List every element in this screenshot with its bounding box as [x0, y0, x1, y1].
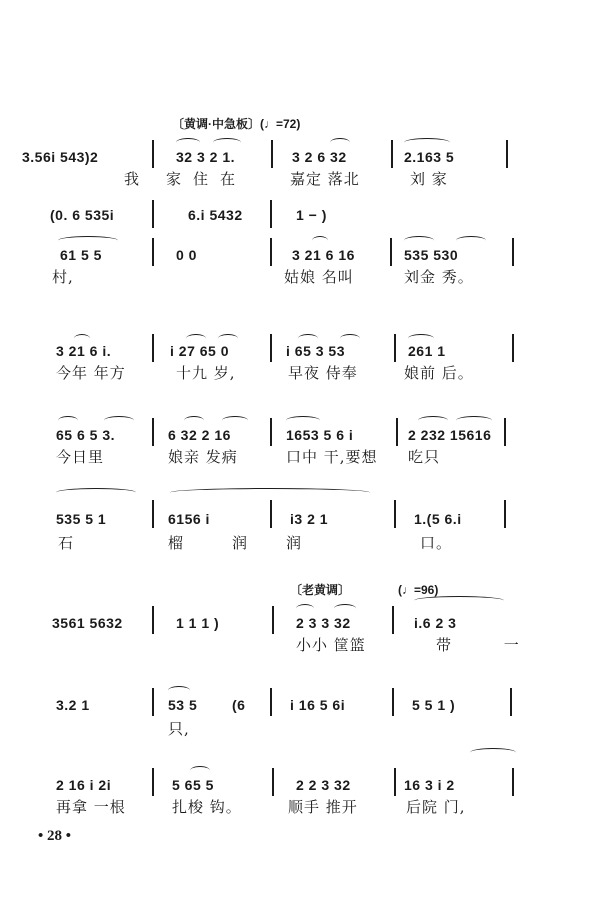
barline [152, 688, 154, 716]
lyric: 姑娘 名叫 [284, 268, 354, 286]
barline [270, 238, 272, 266]
note-group: 3 21 6 i. [56, 343, 112, 359]
note-group: 535 5 1 [56, 511, 107, 527]
note-group: 1 − ) [296, 207, 327, 223]
note-group: i 27 65 0 [170, 343, 229, 359]
slur [222, 416, 248, 425]
tempo-marking-2-label: 〔老黄调〕 [290, 583, 351, 597]
note-group: i 16 5 6i [290, 697, 346, 713]
lyric: 润 [232, 534, 249, 552]
barline [390, 238, 392, 266]
note-group: 32 3 2 1. [176, 149, 235, 165]
barline [152, 334, 154, 362]
lyric: 刘 家 [410, 170, 448, 188]
lyric: 十九 岁, [176, 364, 236, 382]
slur [176, 138, 200, 147]
tempo-marking-2: (♩=96) [398, 583, 439, 597]
slur [58, 236, 118, 245]
lyric: 石 [58, 534, 75, 552]
slur [418, 416, 448, 425]
note-group: 3 21 6 16 [292, 247, 355, 263]
slur [168, 686, 190, 695]
barline [152, 200, 154, 228]
note-group: 1 1 1 ) [176, 615, 220, 631]
note-group: 61 5 5 [60, 247, 102, 263]
slur [312, 236, 328, 245]
slur [404, 236, 434, 245]
lyric: 村, [52, 268, 74, 286]
lyric: 只, [168, 720, 190, 738]
lyric: 今日里 [56, 448, 105, 466]
lyric: 顺手 推开 [288, 798, 358, 816]
slur [286, 416, 320, 425]
lyric: 吃只 [408, 448, 441, 466]
lyric: 娘亲 发病 [168, 448, 238, 466]
lyric: 口。 [420, 534, 453, 552]
barline [272, 768, 274, 796]
note-group: i.6 2 3 [414, 615, 457, 631]
note-group: 3561 5632 [52, 615, 123, 631]
slur [408, 334, 434, 343]
note-group: 3 2 6 32 [292, 149, 347, 165]
note-group: 261 1 [408, 343, 446, 359]
note-group: (6 [232, 697, 246, 713]
lyric: 再拿 一根 [56, 798, 126, 816]
lyric: 嘉定 落北 [290, 170, 360, 188]
slur [184, 416, 204, 425]
slur [404, 138, 450, 147]
note-group: 535 530 [404, 247, 459, 263]
note-group: 1.(5 6.i [414, 511, 462, 527]
note-group: 6.i 5432 [188, 207, 243, 223]
note-group: 2 3 3 32 [296, 615, 351, 631]
slur [340, 334, 360, 343]
slur [213, 138, 241, 147]
barline [512, 768, 514, 796]
barline [152, 238, 154, 266]
page-number: • 28 • [38, 828, 72, 844]
lyric: 后院 门, [406, 798, 466, 816]
barline [270, 200, 272, 228]
slur [56, 488, 136, 497]
note-group: 1653 5 6 i [286, 427, 354, 443]
lyric: 带 一 [436, 636, 543, 654]
barline [152, 140, 154, 168]
barline [271, 140, 273, 168]
note-group: i3 2 1 [290, 511, 329, 527]
lyric: 榴 [168, 534, 185, 552]
slur [104, 416, 134, 425]
barline [504, 500, 506, 528]
note-group: 2 16 i 2i [56, 777, 112, 793]
note-group: 2.163 5 [404, 149, 455, 165]
slur [218, 334, 238, 343]
barline [270, 418, 272, 446]
barline [152, 606, 154, 634]
slur [470, 748, 516, 757]
note-group: i 65 3 53 [286, 343, 345, 359]
barline [272, 606, 274, 634]
slur [58, 416, 78, 425]
barline [396, 418, 398, 446]
tempo-marking-1: 〔黄调·中急板〕(♩=72) [172, 117, 301, 131]
barline [510, 688, 512, 716]
slur [74, 334, 90, 343]
slur [456, 416, 492, 425]
note-group: 5 65 5 [172, 777, 214, 793]
barline [270, 688, 272, 716]
barline [394, 500, 396, 528]
barline [512, 334, 514, 362]
slur [414, 596, 504, 605]
barline [152, 500, 154, 528]
barline [270, 500, 272, 528]
note-group: 0 0 [176, 247, 197, 263]
slur [456, 236, 486, 245]
slur [298, 334, 318, 343]
lyric: 小小 筐篮 [296, 636, 366, 654]
barline [394, 768, 396, 796]
lyric: 家住在 [166, 170, 248, 188]
barline [152, 768, 154, 796]
barline [504, 418, 506, 446]
lyric: 口中 干,要想 [286, 448, 378, 466]
barline [512, 238, 514, 266]
note-group: 5 5 1 ) [412, 697, 456, 713]
barline [392, 688, 394, 716]
note-group: 16 3 i 2 [404, 777, 455, 793]
slur [330, 138, 350, 147]
note-group: 53 5 [168, 697, 198, 713]
lyric: 刘金 秀。 [404, 268, 474, 286]
note-group: 3.56i 543)2 [22, 149, 99, 165]
note-group: 65 6 5 3. [56, 427, 115, 443]
note-group: (0. 6 535i [50, 207, 115, 223]
slur [170, 488, 370, 497]
slur [296, 604, 314, 613]
note-group: 6156 i [168, 511, 210, 527]
note-group: 2 232 15616 [408, 427, 492, 443]
barline [506, 140, 508, 168]
slur [334, 604, 356, 613]
note-group: 3.2 1 [56, 697, 90, 713]
note-group: 6 32 2 16 [168, 427, 231, 443]
lyric: 娘前 后。 [404, 364, 474, 382]
barline [394, 334, 396, 362]
lyric: 润 [286, 534, 303, 552]
lyric: 早夜 侍奉 [288, 364, 358, 382]
note-group: 2 2 3 32 [296, 777, 351, 793]
barline [270, 334, 272, 362]
barline [152, 418, 154, 446]
lyric: 扎梭 钩。 [172, 798, 242, 816]
lyric: 我 [124, 170, 141, 188]
slur [190, 766, 210, 775]
lyric: 今年 年方 [56, 364, 126, 382]
slur [186, 334, 206, 343]
barline [392, 606, 394, 634]
barline [391, 140, 393, 168]
